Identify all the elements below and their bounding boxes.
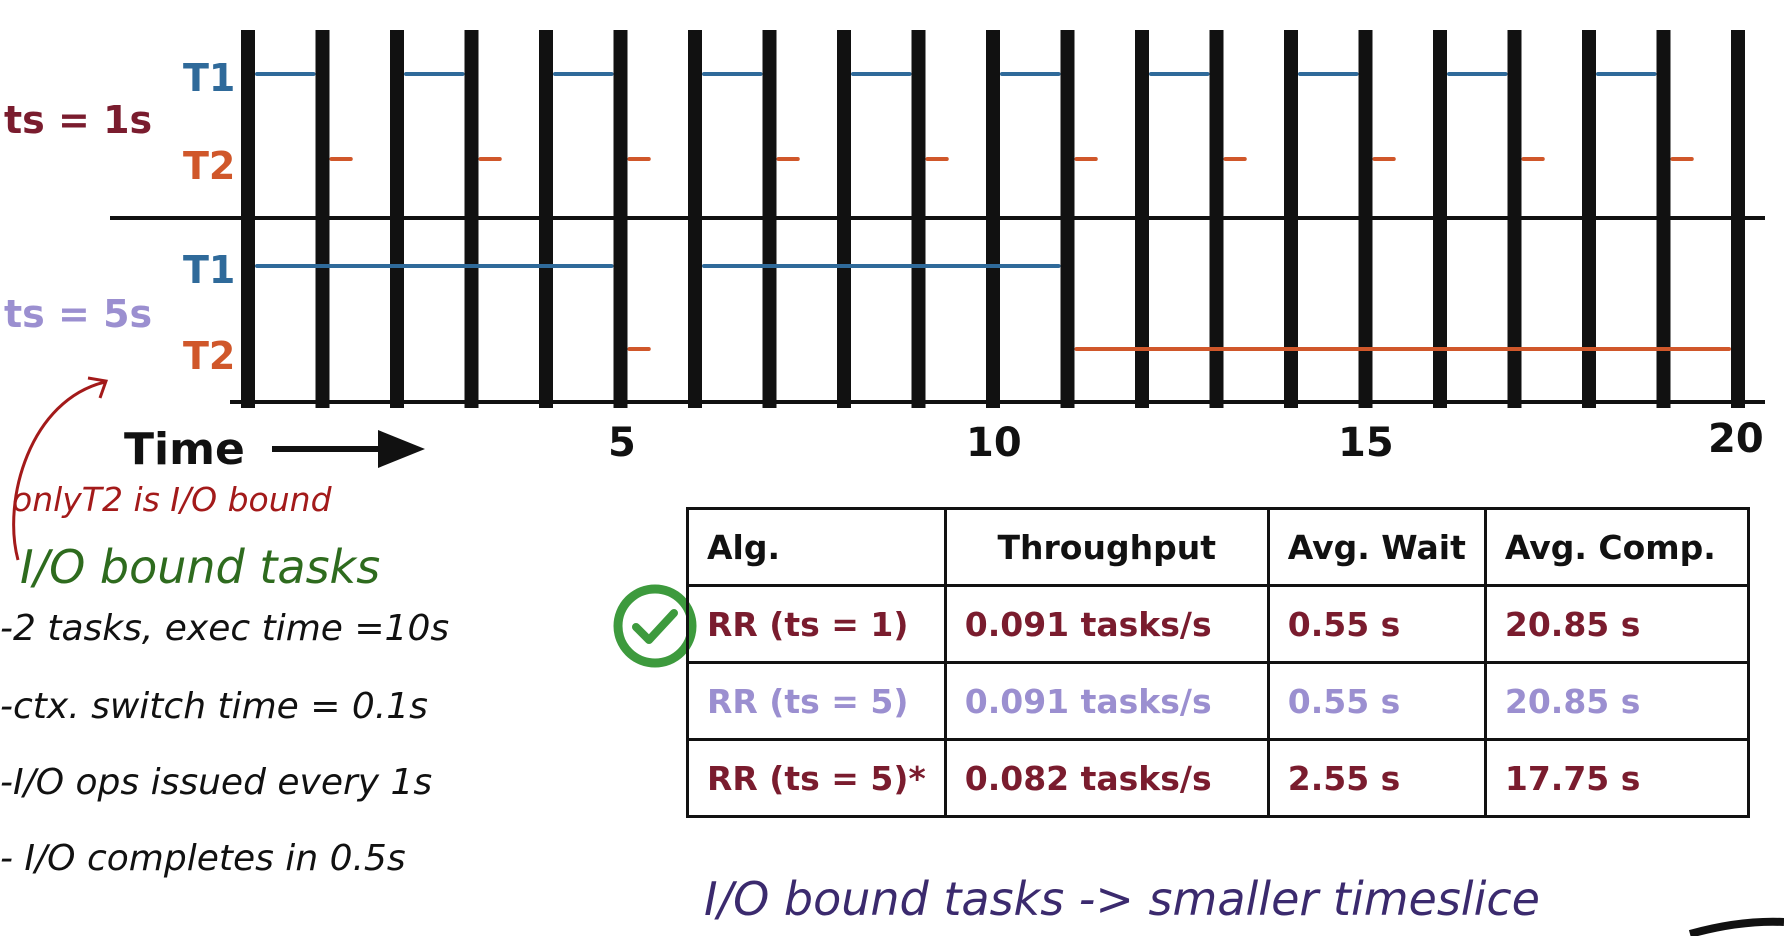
cell-alg: RR (ts = 5) — [688, 663, 946, 740]
cell-throughput: 0.091 tasks/s — [945, 663, 1268, 740]
cell-comp: 17.75 s — [1485, 740, 1748, 817]
table-header-row — [688, 509, 1749, 586]
note-line-4: - I/O completes in 0.5s — [0, 838, 406, 879]
cell-wait: 0.55 s — [1268, 663, 1485, 740]
cell-throughput: 0.091 tasks/s — [945, 586, 1268, 663]
results-table — [686, 507, 1750, 818]
ts1-label: ts = 1s — [4, 98, 153, 142]
cell-comp: 20.85 s — [1485, 586, 1748, 663]
header-throughput: Throughput — [945, 509, 1268, 586]
ts5-t1-label: T1 — [183, 248, 236, 292]
note-heading: I/O bound tasks — [20, 540, 381, 594]
annotation-arrow-curve — [14, 382, 105, 560]
time-axis-label: Time — [124, 424, 245, 475]
tick-label-10: 10 — [966, 420, 1022, 466]
note-line-3: -I/O ops issued every 1s — [0, 762, 433, 803]
tick-label-20: 20 — [1708, 416, 1764, 462]
cell-alg: RR (ts = 1) — [688, 586, 946, 663]
ts5-label: ts = 5s — [4, 292, 153, 336]
bottom-right-stroke — [1690, 922, 1784, 934]
cell-comp: 20.85 s — [1485, 663, 1748, 740]
note-line-2: -ctx. switch time = 0.1s — [0, 686, 428, 727]
cell-wait: 0.55 s — [1268, 586, 1485, 663]
header-avg-comp: Avg. Comp. — [1485, 509, 1748, 586]
ts1-t1-label: T1 — [183, 56, 236, 100]
header-avg-wait: Avg. Wait — [1268, 509, 1485, 586]
cell-throughput: 0.082 tasks/s — [945, 740, 1268, 817]
note-line-1: -2 tasks, exec time =10s — [0, 608, 450, 649]
header-alg: Alg. — [688, 509, 946, 586]
tick-label-15: 15 — [1338, 420, 1394, 466]
note-bottom: I/O bound tasks -> smaller timeslice — [704, 872, 1540, 926]
table-row — [688, 740, 1749, 817]
cell-alg: RR (ts = 5)* — [688, 740, 946, 817]
table-row — [688, 663, 1749, 740]
time-arrow-icon — [378, 430, 425, 468]
note-only-t2: onlyT2 is I/O bound — [12, 480, 332, 519]
table-row — [688, 586, 1749, 663]
tick-label-5: 5 — [608, 420, 636, 466]
cell-wait: 2.55 s — [1268, 740, 1485, 817]
ts5-t2-label: T2 — [183, 334, 236, 378]
ts1-t2-label: T2 — [183, 144, 236, 188]
